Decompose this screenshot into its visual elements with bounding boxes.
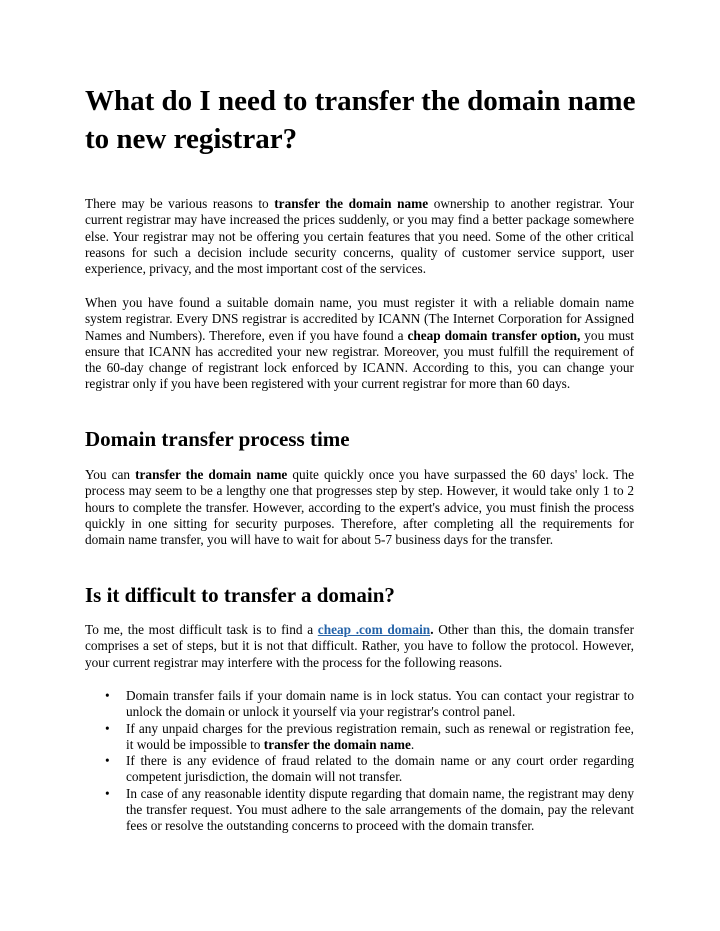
list-item-text: Domain transfer fails if your domain name is in lock status. You can contact your registrar to unlock the domain or unlock it yourself via your registrar's control panel.: [126, 688, 634, 720]
bullet-icon: •: [105, 688, 110, 703]
para2-bold-1: cheap domain transfer option,: [407, 327, 581, 343]
reasons-list: [85, 688, 634, 835]
section1-text-2: quite quickly once you have surpassed the 60 days' lock. The process may seem to be a lengthy one that progresses step by step. However, it would take only 1 to 2 hours to complete the transfer. However, according to the expert's advice, you must finish the process quickly in one sitting for security purposes. Therefore, after completing all the requirements for domain name transfer, you will have to wait for about 5-7 business days for the transfer.: [85, 467, 634, 548]
list-item: [85, 753, 634, 786]
cheap-com-domain-link[interactable]: cheap .com domain: [317, 622, 431, 637]
bullet-icon: •: [105, 720, 110, 736]
page-title: What do I need to transfer the domain name to new registrar?: [85, 85, 636, 155]
section2-bold-period: .: [430, 622, 434, 637]
section2-text-2: Other than this, the domain transfer comprises a set of steps, but it is not that difficult. Rather, you have to follow the protocol. However, your current registrar may interfere with the process for the following reasons.: [85, 622, 635, 670]
section-heading-difficulty: Is it difficult to transfer a domain?: [85, 583, 395, 607]
difficulty-paragraph: [85, 622, 634, 671]
list-item-bold: transfer the domain name: [263, 736, 411, 752]
section2-text-1: To me, the most difficult task is to find a: [85, 622, 318, 637]
registrar-paragraph: [85, 295, 634, 393]
section1-text-1: You can: [85, 467, 136, 482]
bullet-icon: •: [105, 753, 110, 769]
process-time-paragraph: [85, 467, 634, 548]
bullet-icon: •: [105, 785, 110, 801]
list-item-text: If there is any evidence of fraud related to the domain name or any court order regarding competent jurisdiction, the domain will not transfer.: [126, 753, 634, 785]
list-item: [85, 688, 634, 721]
list-item-text-1: If any unpaid charges for the previous registration remain, such as renewal or registration fee, it would be impossible to: [126, 720, 634, 752]
intro-bold-1: transfer the domain name: [274, 196, 429, 211]
section-heading-process-time: Domain transfer process time: [85, 427, 350, 451]
list-item: [85, 721, 634, 754]
intro-text-1: There may be various reasons to: [85, 196, 275, 211]
para2-text-2: you must ensure that ICANN has accredited your new registrar. Moreover, you must fulfill the requirement of the 60-day change of registrant lock enforced by ICANN. According to this, you can change your registrar only if you have been registered with your current registrar for more than 60 days.: [85, 327, 634, 392]
intro-paragraph: [85, 196, 634, 277]
list-item-text-2: .: [410, 736, 415, 752]
para2-text-1: When you have found a suitable domain name, you must register it with a reliable domain name system registrar. Every DNS registrar is accredited by ICANN (The Internet Corporation for Assigned Names and Numbers). Therefore, even if you have found a: [85, 295, 634, 343]
list-item-text: In case of any reasonable identity dispute regarding that domain name, the registrant may deny the transfer request. You must adhere to the sale arrangements of the domain, pay the relevant fees or resolve the outstanding concerns to proceed with the domain transfer.: [126, 785, 634, 834]
list-item: [85, 786, 634, 835]
intro-text-2: ownership to another registrar. Your current registrar may have increased the prices suddenly, or you may find a better package somewhere else. Your registrar may not be offering you certain features that you need. Some of the other critical reasons for such a decision include security concerns, quality of customer service support, user experience, privacy, and the most important cost of the services.: [85, 196, 634, 277]
section1-bold-1: transfer the domain name: [135, 467, 288, 482]
